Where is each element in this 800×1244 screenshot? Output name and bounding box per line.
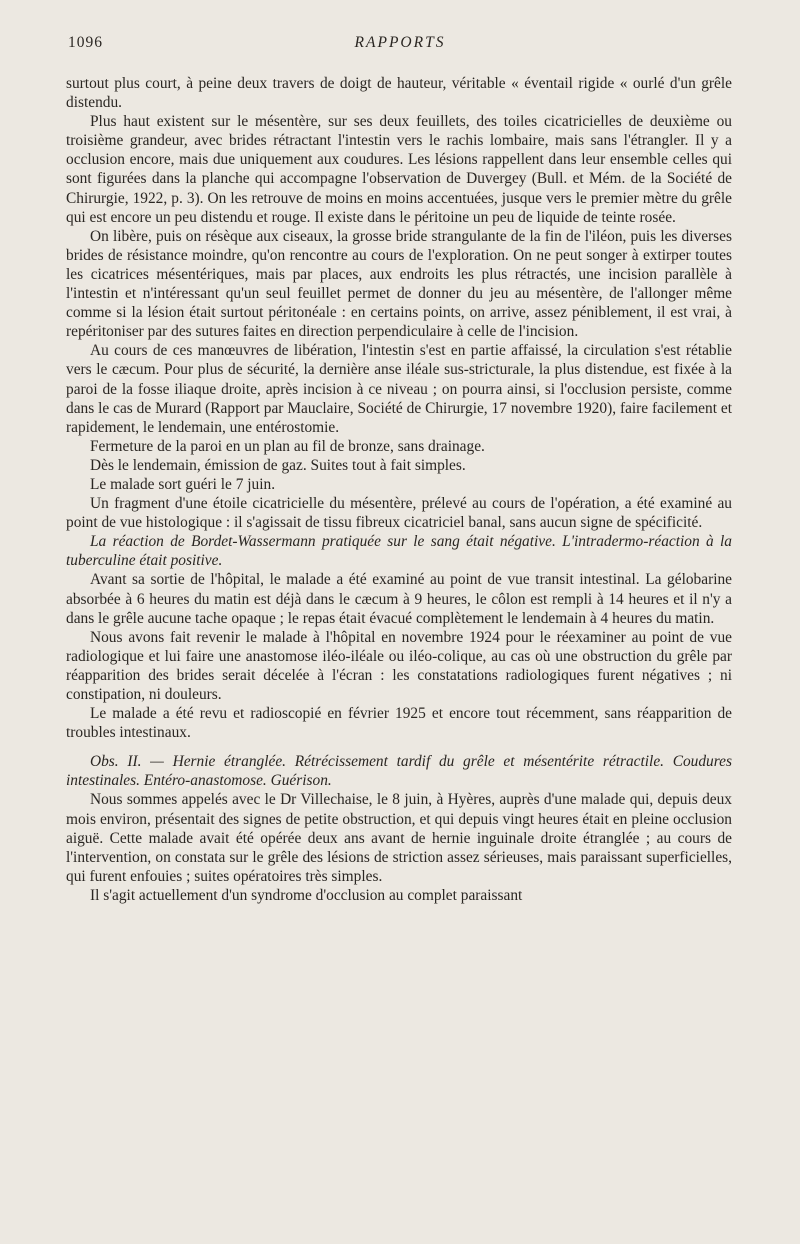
paragraph: Il s'agit actuellement d'un syndrome d'occlusion au complet paraissant [90, 886, 523, 904]
running-title: RAPPORTS [354, 34, 446, 51]
paragraph: Avant sa sortie de l'hôpital, le malade a été examiné au point de vue transit intestinal. La gélobarine absorbée à 6 heures du matin est déjà dans le cæcum à 9 heures, le côlon est rempli à 14 heures et il n'y a dans le grêle aucune tache opaque ; le repas était évacué complètement le lendemain à 4 heures du matin. [66, 571, 732, 627]
body-text [66, 74, 732, 905]
paragraph: Nous avons fait revenir le malade à l'hôpital en novembre 1924 pour le réexaminer au point de vue radiologique et lui faire une anastomose iléo-iléale ou iléo-colique, au cas où une obstruction du grêle par réapparition des brides serait décelée à l'écran : les constatations radiologiques furent négatives ; ni constipation, ni douleurs. [66, 628, 732, 703]
page-header [68, 34, 732, 58]
paragraph: Un fragment d'une étoile cicatricielle du mésentère, prélevé au cours de l'opération, a été examiné au point de vue histologique : il s'agissait de tissu fibreux cicatriciel banal, sans aucun signe de spécificité. [66, 495, 732, 532]
paragraph-italic: La réaction de Bordet-Wassermann pratiquée sur le sang était négative. L'intradermo-réaction à la tuberculine était positive. [66, 533, 732, 570]
observation-heading: Obs. II. — Hernie étranglée. Rétrécissement tardif du grêle et mésentérite rétractile. Coudures intestinales. Entéro-anastomose. Guérison. [66, 753, 732, 790]
paragraph: Nous sommes appelés avec le Dr Villechaise, le 8 juin, à Hyères, auprès d'une malade qui, depuis deux mois environ, présentait des signes de petite obstruction, et qui depuis vingt heures était en pleine occlusion aiguë. Cette malade avait été opérée deux ans avant de hernie inguinale droite étranglée ; au cours de l'intervention, on constata sur le grêle des lésions de striction assez sérieuses, mais paraissant superficielles, qui furent enfouies ; suites opératoires très simples. [66, 791, 732, 885]
paragraph: On libère, puis on résèque aux ciseaux, la grosse bride strangulante de la fin de l'iléon, puis les diverses brides de résistance moindre, qu'on rencontre au cours de l'exploration. On ne peut songer à extirper toutes les cicatrices mésentériques, mais par places, aux endroits les plus rétractés, une incision parallèle à l'intestin et n'intéressant qu'un seul feuillet permet de donner du jeu au mésentère, de l'allonger même comme si la lésion était surtout péritonéale : en certains points, on arrive, assez péniblement, il est vrai, à repéritoniser par des sutures faites en direction perpendiculaire à celle de l'incision. [66, 227, 732, 341]
paragraph: Dès le lendemain, émission de gaz. Suites tout à fait simples. [90, 456, 466, 474]
paragraph: surtout plus court, à peine deux travers de doigt de hauteur, véritable « éventail rigide « ourlé d'un grêle distendu. [66, 75, 732, 112]
paragraph: Fermeture de la paroi en un plan au fil de bronze, sans drainage. [90, 437, 485, 455]
paragraph: Au cours de ces manœuvres de libération, l'intestin s'est en partie affaissé, la circulation s'est rétablie vers le cæcum. Pour plus de sécurité, la dernière anse iléale sus-stricturale, la plus distendue, est fixée à la paroi de la fosse iliaque droite, après incision à ce niveau ; on pourra ainsi, si l'occlusion persiste, comme dans le cas de Murard (Rapport par Mauclaire, Société de Chirurgie, 17 novembre 1920), faire facilement et rapidement, le lendemain, une entérostomie. [66, 342, 732, 436]
page-number: 1096 [68, 34, 103, 51]
paragraph: Plus haut existent sur le mésentère, sur ses deux feuillets, des toiles cicatricielles de deuxième ou troisième grandeur, avec brides rétractant l'intestin vers le rachis lombaire, mais sans l'étrangler. Il y a occlusion encore, mais due uniquement aux coudures. Les lésions rappellent dans leur ensemble celles qui sont figurées dans la planche qui accompagne l'observation de Duvergey (Bull. et Mém. de la Société de Chirurgie, 1922, p. 3). On les retrouve de moins en moins accentuées, jusque vers le premier mètre du grêle qui est encore un peu distendu et rouge. Il existe dans le péritoine un peu de liquide de teinte rosée. [66, 113, 732, 226]
paragraph: Le malade a été revu et radioscopié en février 1925 et encore tout récemment, sans réapparition de troubles intestinaux. [66, 705, 732, 742]
paragraph: Le malade sort guéri le 7 juin. [90, 475, 276, 493]
